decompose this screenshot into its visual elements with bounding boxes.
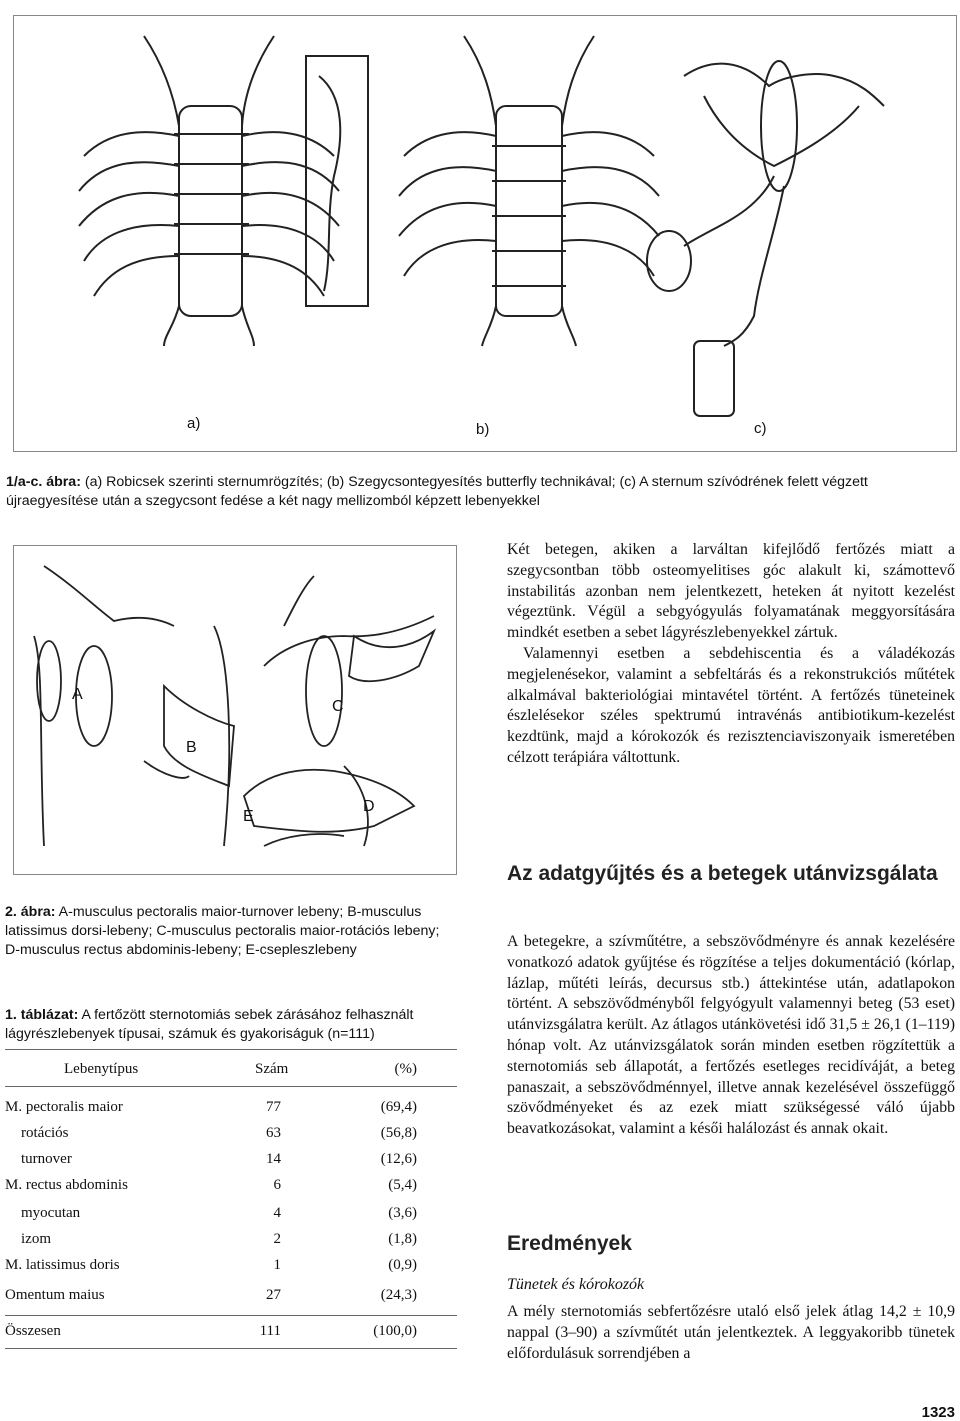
table-cell-percent: (56,8) (380, 1125, 417, 1141)
table-cell-name: Omentum maius (5, 1287, 105, 1303)
figure-2-caption-text: A-musculus pectoralis maior-turnover lebeny; B-musculus latissimus dorsi-lebeny; C-musculus pectoralis maior-rotációs lebeny; D-musculus rectus abdominis-lebeny; E-csepleszlebeny (5, 904, 440, 958)
figure-2-caption-label: 2. ábra: (5, 904, 56, 920)
table-row (5, 1253, 457, 1283)
paragraph: Két betegen, akiken a larváltan kifejlődő fertőzés miatt a szegycsontban több osteomyelitises góc alakult ki, számottevő instabilitás azonban nem jelentkezett, heteken át nyitott kezelést végeztünk. Végül a sebgyógyulás folyamatának meggyorsítására mindkét esetben a sebet lágyrészlebenyekkel zártuk. (507, 541, 955, 642)
table-caption (5, 1006, 455, 1044)
flap-label-b: B (186, 739, 197, 756)
figure-1-illustration (14, 16, 958, 453)
figure-1-caption-text: (a) Robicsek szerinti sternumrögzítés; (b) Szegycsontegyesítés butterfly technikával; (c) A sternum szívódrének felett végzett újraegyesítése után a szegycsont fedése a két nagy mellizomból képzett lebenyekkel (6, 474, 868, 509)
table-cell-percent: (3,6) (388, 1205, 417, 1221)
table-cell-percent: (100,0) (373, 1323, 417, 1339)
body-text-results (507, 1302, 955, 1364)
table-cell-percent: (0,9) (388, 1257, 417, 1273)
table-row (5, 1147, 457, 1173)
section-heading-data-collection: Az adatgyűjtés és a betegek utánvizsgálata (507, 862, 938, 885)
panel-label-c: c) (754, 420, 767, 437)
figure-1 (13, 15, 957, 452)
paragraph: A betegekre, a szívműtétre, a sebszövődményre és annak kezelésére vonatkozó adatok gyűjtése és rögzítése a teljes dokumentáció (kórlap, lázlap, műtéti leírás, decursus stb.) áttekintése után, adatlapokon történt. A sebszövődményből felgyógyult valamennyi beteg (53 eset) utánvizsgálatra került. Az átlagos utánkövetési idő 31,5 ± 26,1 (1–119) hónap volt. Az utánvizsgálatok során minden esetben rögzítettük a sternotomiás seb állapotát, a fertőzés esetleges recidíváját, a beteg panaszait, a sebszövődménnyel, illetve annak kezelésével összefüggő szövődményeket és az ezek miatt szükségessé váló újabb beavatkozásokat, valamint a késői halálozást és annak okait. (507, 933, 955, 1138)
table-cell-percent: (5,4) (388, 1177, 417, 1193)
table-cell-name: M. rectus abdominis (5, 1177, 128, 1193)
table-cell-name: rotációs (21, 1125, 69, 1141)
table-cell-name: Összesen (5, 1323, 61, 1339)
table-row-total (5, 1316, 457, 1348)
figure-1-caption-label: 1/a-c. ábra: (6, 474, 81, 490)
table-row (5, 1173, 457, 1201)
table-row (5, 1283, 457, 1313)
flap-label-c: C (332, 698, 344, 715)
table-cell-name: M. pectoralis maior (5, 1099, 123, 1115)
flap-label-a: A (72, 686, 83, 703)
table-cell-percent: (12,6) (380, 1151, 417, 1167)
table-header-type: Lebenytípus (64, 1061, 139, 1077)
table-cell-percent: (1,8) (388, 1231, 417, 1247)
table-row (5, 1201, 457, 1227)
flap-types-table (5, 1049, 457, 1349)
table-row (5, 1095, 457, 1121)
body-text-top (507, 540, 955, 769)
table-cell-count: 27 (266, 1287, 281, 1303)
table-cell-count: 63 (266, 1125, 281, 1141)
table-row (5, 1121, 457, 1147)
section-heading-results: Eredmények (507, 1232, 632, 1255)
table-header-percent: (%) (394, 1061, 417, 1077)
table-cell-name: myocutan (21, 1205, 81, 1221)
paragraph: A mély sternotomiás sebfertőzésre utaló első jelek átlag 14,2 ± 10,9 nappal (3–90) a szívműtét után jelentkeztek. A leggyakoribb tünetek előfordulásuk sorrendjében a (507, 1303, 955, 1362)
flap-label-e: E (243, 808, 254, 825)
body-text-data-collection (507, 932, 955, 1140)
panel-label-a: a) (187, 415, 201, 432)
table-cell-count: 6 (273, 1177, 281, 1193)
table-row (5, 1227, 457, 1253)
table-cell-name: izom (21, 1231, 51, 1247)
figure-2-illustration (14, 546, 458, 876)
table-caption-label: 1. táblázat: (5, 1007, 79, 1023)
table-cell-count: 2 (273, 1231, 281, 1247)
table-header-count: Szám (255, 1061, 289, 1077)
figure-1-caption (6, 473, 951, 511)
table-caption-text: A fertőzött sternotomiás sebek zárásához felhasznált lágyrészlebenyek típusai, számuk és gyakoriságuk (n=111) (5, 1007, 414, 1042)
table-cell-percent: (24,3) (380, 1287, 417, 1303)
table-cell-name: M. latissimus doris (5, 1257, 120, 1273)
table-header-row (5, 1050, 457, 1086)
table-rule-bottom (5, 1348, 457, 1349)
table-cell-percent: (69,4) (380, 1099, 417, 1115)
table-cell-count: 14 (266, 1151, 281, 1167)
table-cell-count: 1 (273, 1257, 281, 1273)
flap-label-d: D (363, 798, 375, 815)
paragraph: Valamennyi esetben a sebdehiscentia és a váladékozás megjelenésekor, valamint a sebfeltárás és a rekonstrukciós műtétek alkalmával bakteriológiai mintavétel történt. A fertőzés tüneteinek észlelésekor széles spektrumú intravénás antibiotikum-kezelést kezdtünk, majd a kórokozók és rezisztenciaviszonyaik ismeretében célzott terápiára váltottunk. (507, 644, 955, 766)
table-cell-count: 111 (259, 1323, 281, 1339)
figure-2 (13, 545, 457, 875)
subsection-heading: Tünetek és kórokozók (507, 1276, 645, 1293)
figure-2-caption (5, 903, 455, 960)
table-cell-count: 4 (273, 1205, 281, 1221)
page-number: 1323 (921, 1404, 955, 1421)
table-rule-header (5, 1086, 457, 1087)
panel-label-b: b) (476, 421, 490, 438)
table-cell-name: turnover (21, 1151, 72, 1167)
table-cell-count: 77 (266, 1099, 281, 1115)
